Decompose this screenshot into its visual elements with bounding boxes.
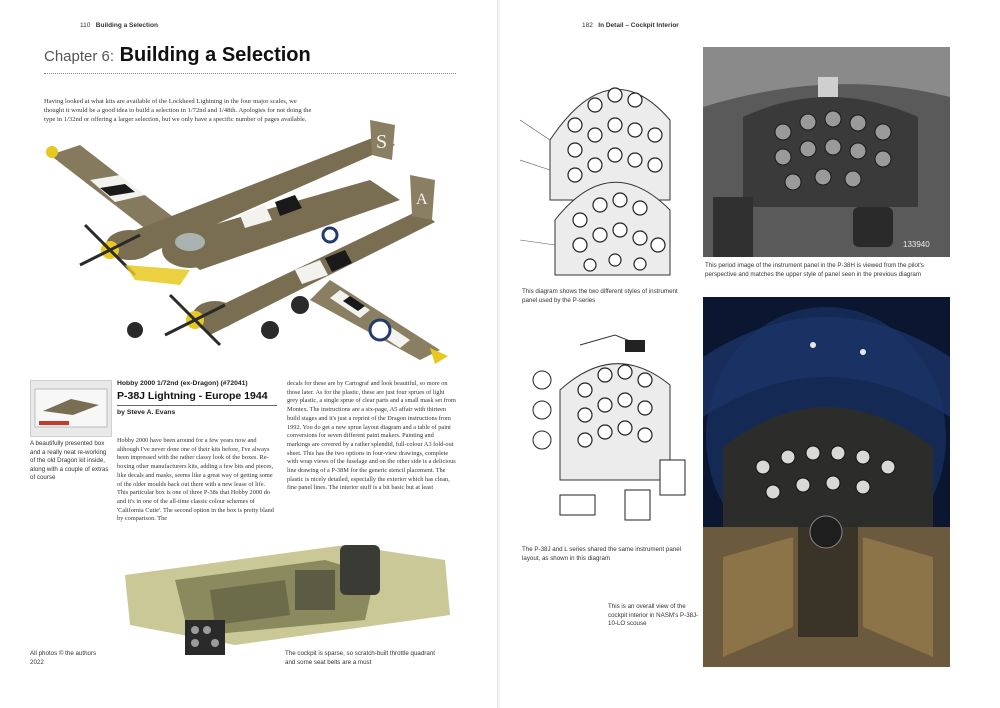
kit-subtitle: Hobby 2000 1/72nd (ex-Dragon) (#72041) — [117, 380, 248, 387]
series-caption: The P-38J and L series shared the same instrument panel layout, as shown in this diagram — [522, 546, 682, 562]
svg-text:S: S — [376, 131, 388, 153]
right-page — [500, 0, 1000, 708]
left-running-title: Building a Selection — [95, 22, 158, 29]
kit-title: P-38J Lightning - Europe 1944 — [117, 390, 268, 402]
right-page-number: 182 — [582, 22, 593, 29]
nasm-cockpit-photo — [703, 297, 950, 667]
kit-heading — [117, 380, 277, 416]
body-column-2-text: decals for these are by Cartograf and look beautiful, so more on those later. As for the plastic, these are just four sprues of light grey plastic, a single sprue of clear parts and a small mask set from Montex. The instructions are a six-page, A5 affair with thirteen build stages and it's just a reprint of the Dragon instructions from 1992. You do get a new sprue layout diagram and a table of paint conversions for seven different paint makers. Painting and markings are covered by a rather splendid, full-colour A3 fold-out sheet. This has the two options in four-view drawings, complete with wrap views of the fuselage and on the other side is a delicious line drawing of a P-38M for the generic stencil placement. The plastic is nicely detailed, especially the exterior which has clean, fine panel lines. The interior stuff is a bit basic but at least — [287, 380, 456, 492]
kit-title-rule — [117, 405, 277, 406]
chapter-divider — [44, 73, 456, 74]
instrument-panel-diagram-lower — [520, 330, 695, 540]
diagram-caption: This diagram shows the two different styles of instrument panel used by the P-series — [522, 288, 678, 304]
chapter-title: Building a Selection — [119, 44, 311, 66]
kit-box-photo — [30, 380, 112, 437]
overall-caption: This is an overall view of the cockpit interior in NASM's P-38J-10-LO scouse — [608, 603, 699, 628]
intro-paragraph: Having looked at what kits are available of the Lockheed Lightning in the four major scales, we thought it would be a good idea to build a selection in 1/72nd and 1/48th. Apologies for not doing the type in 1/32nd or offering a larger selection, but we only have a specific number of pages available. — [44, 98, 312, 123]
body-column-1-text: Hobby 2000 have been around for a few years now and although I've never done one of their kits before, I've always been impressed with the rather classy look of the boxes. Re-boxing other manufacturers kits, adding a few bits and pieces, like decals and masks, seems like a great way of getting some of the older moulds back out there with a new lease of life. This particular box is one of three P-38s that Hobby 2000 do and it's in one of the all-time classic colour schemes of 'California Cutie'. The second option in the box is pretty bland by comparison. The — [117, 437, 274, 523]
right-running-title: In Detail – Cockpit Interior — [598, 22, 679, 29]
photo-serial: 133940 — [903, 240, 930, 249]
left-page-number: 110 — [80, 22, 91, 29]
chapter-heading — [44, 44, 311, 67]
left-running-head — [80, 22, 158, 29]
chapter-label: Chapter 6: — [44, 48, 115, 65]
cockpit-tub-photo — [115, 535, 460, 660]
right-running-head — [582, 22, 679, 29]
body-column-1 — [117, 437, 277, 524]
kit-author: by Steve A. Evans — [117, 409, 176, 416]
period-instrument-photo — [703, 47, 950, 257]
box-caption: A beautifully presented box and a really neat re-working of the old Dragon kit inside, along with a couple of extras of course — [30, 440, 109, 482]
p38-model-photo — [40, 120, 460, 380]
svg-text:A: A — [416, 191, 428, 208]
period-caption: This period image of the instrument panel in the P-38H is viewed from the pilot's perspective and matches the upper style of panel seen in the previous diagram — [705, 262, 924, 278]
photo-credit: All photos © the authors 2022 — [30, 650, 97, 666]
cockpit-caption: The cockpit is sparse, so scratch-built throttle quadrant and some seat belts are a must — [285, 650, 435, 666]
body-column-2 — [287, 380, 457, 493]
instrument-panel-diagram-upper — [520, 50, 690, 280]
